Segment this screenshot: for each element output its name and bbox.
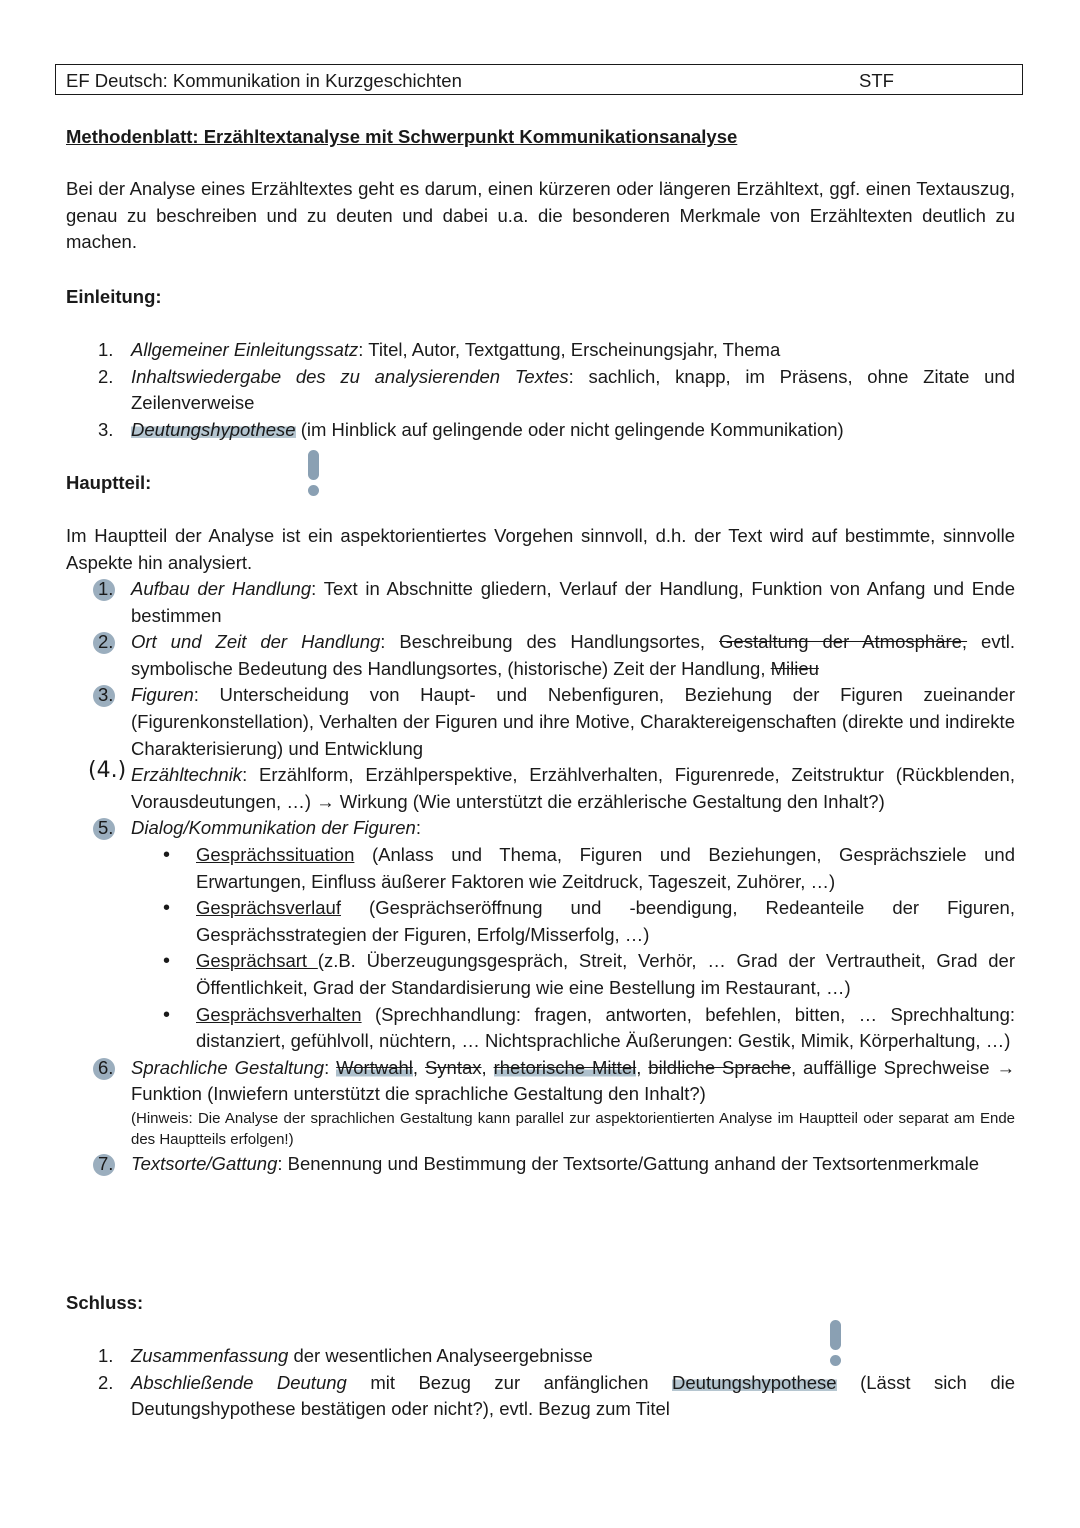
- list-item: [66, 682, 1015, 762]
- item-term: Aufbau der Handlung: [131, 578, 312, 599]
- list-item: [66, 815, 1015, 1054]
- item-term-highlighted: Deutungshypothese: [131, 418, 296, 440]
- item-text: mit Bezug zur anfänglichen: [346, 1371, 673, 1393]
- page-title: Methodenblatt: Erzähltextanalyse mit Schwerpunkt Kommunikationsanalyse: [66, 126, 738, 147]
- item-number: 1.: [98, 339, 114, 360]
- item-number-circled: 6.: [98, 1055, 113, 1082]
- item-number-circled: 1.: [98, 576, 113, 603]
- item-text: :: [415, 817, 421, 839]
- schluss-list: [66, 1343, 1015, 1423]
- item-term: Ort und Zeit der Handlung: [131, 631, 381, 653]
- separator: ,: [481, 1056, 494, 1078]
- list-item: [66, 1151, 1015, 1178]
- list-item: [66, 337, 1015, 364]
- item-term: Zusammenfassung: [131, 1345, 289, 1366]
- item-number-circled: 7.: [98, 1151, 113, 1178]
- dialog-bullet-list: [131, 842, 1015, 1055]
- item-term: Abschließende Deutung: [131, 1371, 347, 1393]
- item-number: 3.: [98, 418, 114, 440]
- bullet-text: (z.B. Überzeugungsgespräch, Streit, Verhör, … Grad der Vertrautheit, Grad der Öffentlichkeit, Grad der Standardisierung wie eine Bestellung im Restaurant, …): [196, 950, 1016, 998]
- struck-text: Milieu: [770, 657, 819, 679]
- item-number-circled: 2.: [98, 629, 113, 656]
- item-number-circled: 5.: [98, 815, 113, 842]
- separator: ,: [412, 1056, 425, 1078]
- item-number: 1.: [98, 1345, 114, 1366]
- item-text: (im Hinblick auf gelingende oder nicht gelingende Kommunikation): [295, 418, 844, 440]
- item-text: : Beschreibung des Handlungsortes,: [380, 631, 720, 653]
- bullet-term: Gesprächssituation: [196, 843, 355, 865]
- hauptteil-intro: Im Hauptteil der Analyse ist ein aspektorientiertes Vorgehen sinnvoll, d.h. der Text wird auf bestimmte, sinnvolle Aspekte hin analysiert.: [66, 525, 1015, 573]
- einleitung-heading: Einleitung:: [66, 286, 162, 307]
- hauptteil-list: [66, 576, 1015, 1177]
- struck-highlighted-text: Wortwahl: [336, 1056, 413, 1078]
- item-text: : sachlich, knapp, im Präsens, ohne Zitate und Zeilenverweise: [131, 365, 1015, 414]
- list-item: [66, 576, 1015, 629]
- bullet-item: [131, 948, 1015, 1001]
- bullet-term: Gesprächsverlauf: [196, 897, 341, 919]
- bullet-term: Gesprächsverhalten: [196, 1003, 362, 1025]
- list-item: [66, 364, 1015, 417]
- item-term: Sprachliche Gestaltung: [131, 1056, 325, 1078]
- item-number: 2.: [98, 1371, 114, 1393]
- bullet-item: [131, 895, 1015, 948]
- item-text: , auffällige Sprechweise → Funktion (Inwiefern unterstützt die sprachliche Gestaltung den Inhalt?): [131, 1056, 1015, 1105]
- bullet-item: [131, 1002, 1015, 1055]
- item-text: : Benennung und Bestimmung der Textsorte/Gattung anhand der Textsortenmerkmale: [277, 1152, 980, 1174]
- list-item: [66, 417, 1015, 444]
- item-text: : Text in Abschnitte gliedern, Verlauf der Handlung, Funktion von Anfang und Ende bestimmen: [131, 578, 1015, 626]
- item-number: 2.: [98, 365, 114, 387]
- struck-highlighted-text: rhetorische Mittel: [493, 1056, 637, 1078]
- struck-text: Gestaltung der Atmosphäre,: [719, 631, 968, 653]
- item-term: Dialog/Kommunikation der Figuren: [131, 817, 416, 839]
- exclamation-mark-icon: [306, 450, 320, 496]
- item-number-handwritten: (4.): [88, 758, 127, 784]
- course-subject: EF Deutsch: Kommunikation in Kurzgeschichten: [66, 70, 462, 91]
- item-term: Erzähltechnik: [131, 764, 243, 786]
- list-item: [66, 758, 1015, 815]
- bullet-text: (Sprechhandlung: fragen, antworten, befehlen, bitten, … Sprechhaltung: distanziert, gefühlvoll, nüchtern, … Nichtsprachliche Äußerungen: Gestik, Mimik, Körperhaltung, …): [196, 1003, 1015, 1052]
- bullet-text: (Anlass und Thema, Figuren und Beziehungen, Gesprächsziele und Erwartungen, Einfluss äußerer Faktoren wie Zeitdruck, Tageszeit, Zuhörer, …): [196, 843, 1015, 892]
- item-number-circled: 3.: [98, 682, 113, 709]
- item-text: evtl. symbolische Bedeutung des Handlungsortes, (historische) Zeit der Handlung,: [131, 631, 1015, 679]
- highlighted-term: Deutungshypothese: [672, 1371, 837, 1393]
- item-term: Figuren: [131, 684, 194, 706]
- list-item: [66, 1370, 1015, 1423]
- list-item: [66, 1055, 1015, 1151]
- list-item: [66, 629, 1015, 682]
- item-text: (Lässt sich die Deutungshypothese bestätigen oder nicht?), evtl. Bezug zum Titel: [131, 1371, 1016, 1420]
- item-text: : Titel, Autor, Textgattung, Erscheinungsjahr, Thema: [358, 339, 781, 360]
- hint-note: (Hinweis: Die Analyse der sprachlichen Gestaltung kann parallel zur aspektorientierten Analyse im Hauptteil oder separat am Ende des Hauptteils erfolgen!): [131, 1109, 1015, 1149]
- item-text: :: [324, 1056, 337, 1078]
- teacher-code: STF: [859, 70, 894, 91]
- schluss-heading: Schluss:: [66, 1292, 144, 1313]
- separator: ,: [636, 1056, 649, 1078]
- bullet-term: Gesprächsart: [196, 950, 318, 972]
- item-text: : Unterscheidung von Haupt- und Nebenfiguren, Beziehung der Figuren zueinander (Figurenkonstellation), Verhalten der Figuren und ihre Motive, Charaktereigenschaften (direkte und indirekte Charakterisierung) und Entwicklung: [131, 684, 1015, 759]
- header-box: [55, 64, 1023, 95]
- item-term: Textsorte/Gattung: [131, 1152, 278, 1174]
- bullet-item: [131, 842, 1015, 895]
- item-term: Allgemeiner Einleitungssatz: [131, 339, 359, 360]
- einleitung-list: [66, 337, 1015, 443]
- bullet-text: (Gesprächseröffnung und -beendigung, Redeanteile der Figuren, Gesprächsstrategien der Figuren, Erfolg/Misserfolg, …): [196, 897, 1015, 945]
- item-term: Inhaltswiedergabe des zu analysierenden Textes: [131, 365, 569, 387]
- struck-text: bildliche Sprache: [648, 1056, 791, 1078]
- intro-paragraph: Bei der Analyse eines Erzähltextes geht es darum, einen kürzeren oder längeren Erzähltext, ggf. einen Textauszug, genau zu beschreiben und zu deuten und dabei u.a. die besonderen Merkmale von Erzähltexten deutlich zu machen.: [66, 178, 1015, 253]
- item-text: der wesentlichen Analyseergebnisse: [288, 1345, 593, 1366]
- item-text: : Erzählform, Erzählperspektive, Erzählverhalten, Figurenrede, Zeitstruktur (Rückblenden, Vorausdeutungen, …) → Wirkung (Wie unterstützt die erzählerische Gestaltung den Inhalt?): [131, 764, 1015, 812]
- struck-text: Syntax: [424, 1056, 482, 1078]
- list-item: [66, 1343, 1015, 1370]
- hauptteil-heading: Hauptteil:: [66, 472, 152, 493]
